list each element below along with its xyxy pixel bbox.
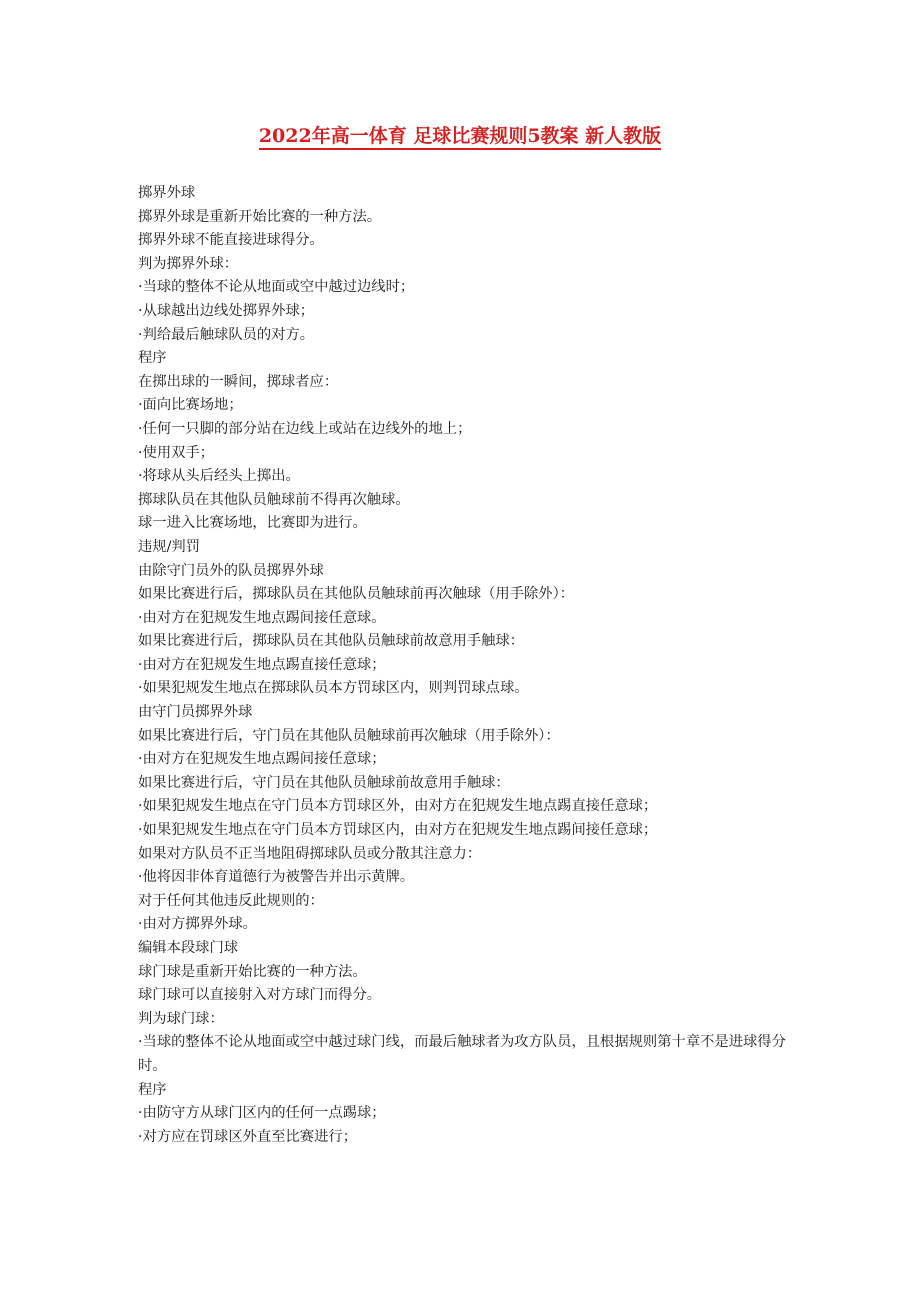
text-line: ·如果犯规发生地点在守门员本方罚球区外，由对方在犯规发生地点踢直接任意球；: [138, 798, 658, 815]
text-line: 如果比赛进行后，守门员在其他队员触球前再次触球（用手除外）：: [138, 727, 560, 744]
text-line: 如果比赛进行后，守门员在其他队员触球前故意用手触球：: [138, 774, 510, 791]
text-line: 球门球是重新开始比赛的一种方法。: [138, 963, 367, 980]
section-heading: 程序: [138, 350, 167, 367]
document-body: [138, 182, 798, 1149]
text-line: ·如果犯规发生地点在守门员本方罚球区内，由对方在犯规发生地点踢间接任意球；: [138, 822, 658, 839]
section-heading: 编辑本段球门球: [138, 940, 239, 956]
document-title: [0, 122, 920, 150]
text-line: ·由防守方从球门区内的任何一点踢球；: [138, 1105, 386, 1122]
text-line: 球一进入比赛场地，比赛即为进行。: [138, 515, 367, 532]
text-line: ·判给最后触球队员的对方。: [138, 326, 315, 343]
text-line: 掷球队员在其他队员触球前不得再次触球。: [138, 491, 410, 508]
text-line: ·他将因非体育道德行为被警告并出示黄牌。: [138, 869, 415, 886]
text-line: ·如果犯规发生地点在掷球队员本方罚球区内，则判罚球点球。: [138, 680, 529, 697]
text-line: ·由对方在犯规发生地点踢间接任意球；: [138, 751, 386, 768]
text-line: 如果比赛进行后，掷球队员在其他队员触球前故意用手触球：: [138, 633, 525, 650]
text-line: 判为球门球：: [138, 1010, 224, 1027]
text-line: ·由对方在犯规发生地点踢间接任意球。: [138, 609, 386, 626]
text-line: ·将球从头后经头上掷出。: [138, 468, 300, 485]
text-line: 掷界外球是重新开始比赛的一种方法。: [138, 208, 382, 225]
text-line: ·当球的整体不论从地面或空中越过球门线，而最后触球者为攻方队员，且根据规则第十章不是进球得分时。: [138, 1034, 786, 1074]
text-line: ·使用双手；: [138, 444, 215, 461]
text-line: ·当球的整体不论从地面或空中越过边线时；: [138, 279, 415, 296]
text-line: 掷界外球不能直接进球得分。: [138, 232, 324, 249]
text-line: ·面向比赛场地；: [138, 397, 243, 414]
text-line: 对于任何其他违反此规则的：: [138, 892, 324, 909]
text-line: 判为掷界外球：: [138, 255, 239, 272]
text-line: 由守门员掷界外球: [138, 704, 253, 721]
section-heading: 程序: [138, 1081, 167, 1098]
text-line: ·对方应在罚球区外直至比赛进行；: [138, 1128, 357, 1145]
section-heading: 违规/判罚: [138, 538, 201, 555]
text-line: 如果对方队员不正当地阻碍掷球队员或分散其注意力：: [138, 845, 482, 862]
text-line: 由除守门员外的队员掷界外球: [138, 562, 324, 579]
text-line: ·由对方在犯规发生地点踢直接任意球；: [138, 656, 386, 673]
text-line: 在掷出球的一瞬间，掷球者应：: [138, 373, 339, 390]
text-line: ·从球越出边线处掷界外球；: [138, 302, 315, 319]
text-line: 球门球可以直接射入对方球门而得分。: [138, 987, 382, 1004]
text-line: 如果比赛进行后，掷球队员在其他队员触球前再次触球（用手除外）：: [138, 586, 575, 603]
text-line: 掷界外球: [138, 185, 196, 201]
text-line: ·任何一只脚的部分站在边线上或站在边线外的地上；: [138, 420, 472, 437]
document-title-text: 2022年高一体育 足球比赛规则5教案 新人教版: [259, 125, 661, 150]
text-line: ·由对方掷界外球。: [138, 916, 257, 933]
